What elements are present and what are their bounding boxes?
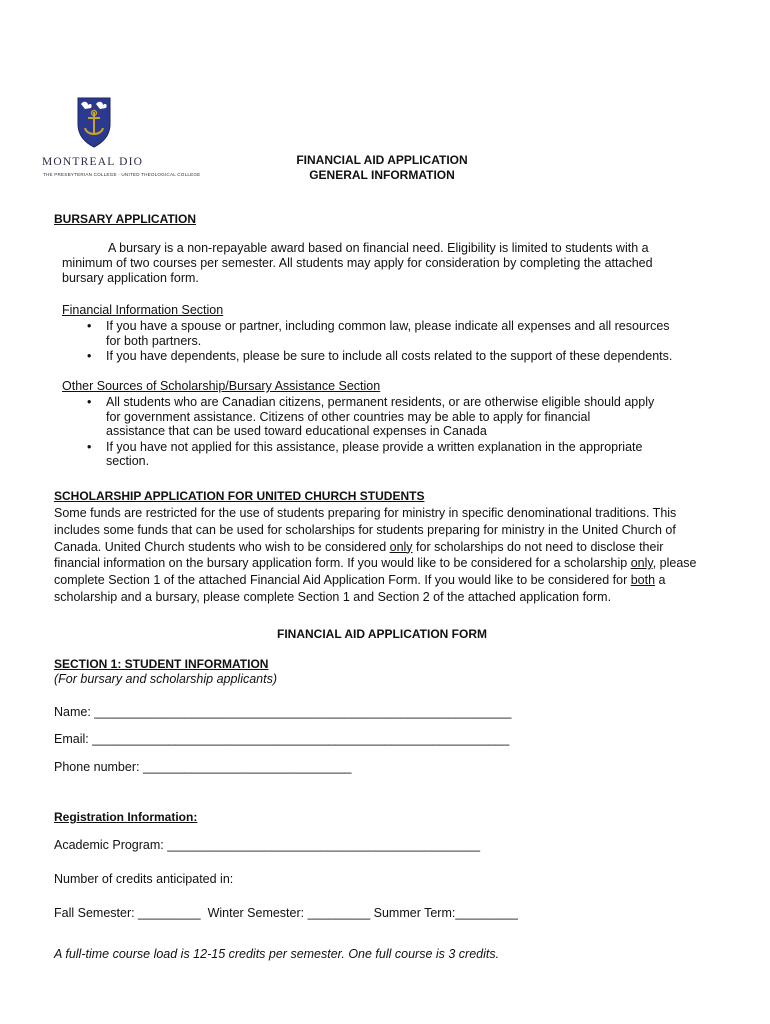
email-field[interactable]: Email: ____________________________________________________________ xyxy=(54,732,510,746)
scholarship-text-line xyxy=(54,539,734,556)
academic-program-field[interactable]: Academic Program: _____________________________________________ xyxy=(54,838,481,852)
text-run: for scholarships do not need to disclose their xyxy=(412,539,664,554)
scholarship-text-line: Some funds are restricted for the use of students preparing for ministry in specific denominational traditions. This xyxy=(54,506,677,520)
bursary-text-line: bursary application form. xyxy=(62,271,199,285)
bursary-text-line: A bursary is a non-repayable award based on financial need. Eligibility is limited to students with a xyxy=(108,241,649,255)
list-item xyxy=(62,349,742,364)
text-run: complete Section 1 of the attached Financial Aid Application Form. If you would like to be considered for xyxy=(54,573,631,588)
list-item-line: for government assistance. Citizens of other countries may be able to apply for financial xyxy=(106,409,591,424)
list-item xyxy=(62,395,742,439)
logo-subtitle: THE PRESBYTERIAN COLLEGE · UNITED THEOLOGICAL COLLEGE xyxy=(43,172,201,177)
semester-credits-fields[interactable]: Fall Semester: _________ Winter Semester: _________ Summer Term:_________ xyxy=(54,906,518,920)
scholarship-text-line: includes some funds that can be used for scholarships for students preparing for ministry in the United Church of xyxy=(54,522,676,537)
financial-info-heading: Financial Information Section xyxy=(62,303,224,317)
scholarship-text-line xyxy=(54,555,734,572)
financial-info-list xyxy=(62,319,742,364)
scholarship-heading: SCHOLARSHIP APPLICATION FOR UNITED CHURCH STUDENTS xyxy=(54,489,425,503)
college-logo xyxy=(42,92,201,184)
credits-label: Number of credits anticipated in: xyxy=(54,872,234,886)
list-item-line: If you have not applied for this assistance, please provide a written explanation in the appropriate xyxy=(106,439,643,454)
text-run: , please xyxy=(652,556,697,571)
shield-crest-icon xyxy=(76,96,112,148)
bullet-icon: • xyxy=(87,439,92,454)
emphasis-text: both xyxy=(630,573,656,588)
text-run: a xyxy=(655,573,666,588)
list-item-line: assistance that can be used toward educational expenses in Canada xyxy=(106,424,487,438)
text-run: Canada. United Church students who wish to be considered xyxy=(54,539,390,554)
form-title: FINANCIAL AID APPLICATION FORM xyxy=(277,627,487,641)
other-sources-heading: Other Sources of Scholarship/Bursary Assistance Section xyxy=(62,379,381,393)
bursary-heading: BURSARY APPLICATION xyxy=(54,212,197,226)
name-field[interactable]: Name: ____________________________________________________________ xyxy=(54,705,512,719)
bullet-icon: • xyxy=(87,319,92,333)
list-item-line: If you have dependents, please be sure to include all costs related to the support of these dependents. xyxy=(106,349,673,363)
bursary-text-line: minimum of two courses per semester. All students may apply for consideration by completing the attached xyxy=(62,256,653,270)
scholarship-text-line xyxy=(54,572,734,589)
list-item-line: for both partners. xyxy=(106,333,202,348)
logo-wordmark: MONTREAL DIO xyxy=(42,156,144,168)
emphasis-text: only xyxy=(630,556,653,571)
document-title: FINANCIAL AID APPLICATION xyxy=(296,153,468,167)
list-item-line: If you have a spouse or partner, including common law, please indicate all expenses and all resources xyxy=(106,319,670,333)
bullet-icon: • xyxy=(87,349,92,363)
list-item xyxy=(62,440,742,469)
section1-heading: SECTION 1: STUDENT INFORMATION xyxy=(54,657,269,671)
emphasis-text: only xyxy=(389,539,413,554)
scholarship-text-line: scholarship and a bursary, please complete Section 1 and Section 2 of the attached application form. xyxy=(54,589,612,604)
course-load-footnote: A full-time course load is 12-15 credits per semester. One full course is 3 credits. xyxy=(54,947,500,961)
list-item-line: section. xyxy=(106,454,150,468)
registration-heading: Registration Information: xyxy=(54,810,198,824)
scholarship-paragraph xyxy=(54,505,734,606)
text-run: financial information on the bursary application form. If you would like to be considered for a scholarship xyxy=(54,556,631,571)
section1-note: (For bursary and scholarship applicants) xyxy=(54,672,278,686)
document-subtitle: GENERAL INFORMATION xyxy=(309,168,455,182)
other-sources-list xyxy=(62,395,742,469)
bullet-icon: • xyxy=(87,395,92,409)
phone-field[interactable]: Phone number: ______________________________ xyxy=(54,760,352,774)
list-item xyxy=(62,319,742,348)
list-item-line: All students who are Canadian citizens, permanent residents, or are otherwise eligible should apply xyxy=(106,395,655,409)
